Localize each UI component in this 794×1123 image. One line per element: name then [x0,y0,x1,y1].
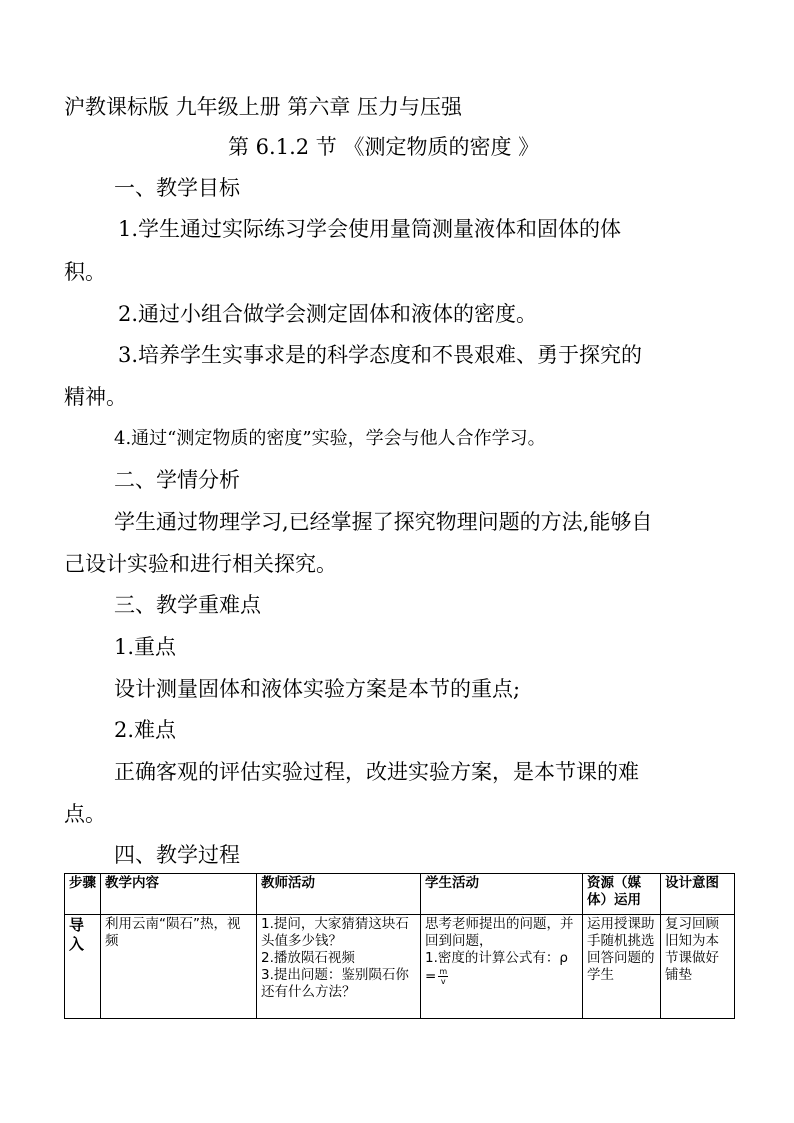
formula-denominator: v [440,977,446,986]
student-activity-text: 思考老师提出的问题，并回到问题， 1.密度的计算公式有：ρ = [425,916,574,985]
header-student-activity: 学生活动 [421,874,583,915]
section-heading-key-points: 三、教学重难点 [114,593,261,617]
objective-3-line-1: 3.培养学生实事求是的科学态度和不畏艰难、勇于探究的 [118,343,643,367]
difficult-point-line-1: 正确客观的评估实验过程，改进实验方案，是本节课的难 [114,760,639,784]
section-heading-analysis: 二、学情分析 [114,468,240,492]
objective-3-line-2: 精神。 [64,385,127,409]
difficult-point-line-2: 点。 [64,802,106,826]
analysis-line-1: 学生通过物理学习,已经掌握了探究物理问题的方法,能够自 [114,510,653,534]
cell-resources: 运用授课助手随机挑选回答问题的学生 [583,915,661,1019]
table-row [65,915,735,1019]
cell-student-activity [421,915,583,1019]
cell-teacher-activity: 1.提问，大家猜猜这块石头值多少钱？ 2.播放陨石视频 3.提出问题：鉴别陨石你还有什么方法？ [257,915,421,1019]
lesson-title: 第 6.1.2 节 《测定物质的密度 》 [228,135,540,159]
section-heading-objectives: 一、教学目标 [114,176,240,200]
objective-1-line-2: 积。 [64,260,106,284]
objective-2: 2.通过小组合做学会测定固体和液体的密度。 [118,302,538,326]
table-header-row [65,874,735,915]
cell-step: 导入 [65,915,101,1019]
header-design-intent: 设计意图 [661,874,735,915]
header-resources: 资源（媒体）运用 [583,874,661,915]
difficult-point-label: 2.难点 [114,718,177,742]
objective-1-line-1: 1.学生通过实际练习学会使用量筒测量液体和固体的体 [118,217,622,241]
formula-numerator: m [439,967,448,976]
header-content: 教学内容 [101,874,257,915]
cell-content: 利用云南“陨石”热，视频 [101,915,257,1019]
teaching-process-table [64,873,735,1019]
density-formula [438,967,448,986]
cell-design-intent: 复习回顾旧知为本节课做好铺垫 [661,915,735,1019]
header-step: 步骤 [65,874,101,915]
analysis-line-2: 己设计实验和进行相关探究。 [64,552,337,576]
series-header: 沪教课标版 九年级上册 第六章 压力与压强 [64,95,463,119]
section-heading-process: 四、教学过程 [114,843,240,867]
header-teacher-activity: 教师活动 [257,874,421,915]
key-point-text: 设计测量固体和液体实验方案是本节的重点; [114,677,521,701]
key-point-label: 1.重点 [114,635,177,659]
objective-4: 4.通过“测定物质的密度”实验，学会与他人合作学习。 [114,428,546,449]
